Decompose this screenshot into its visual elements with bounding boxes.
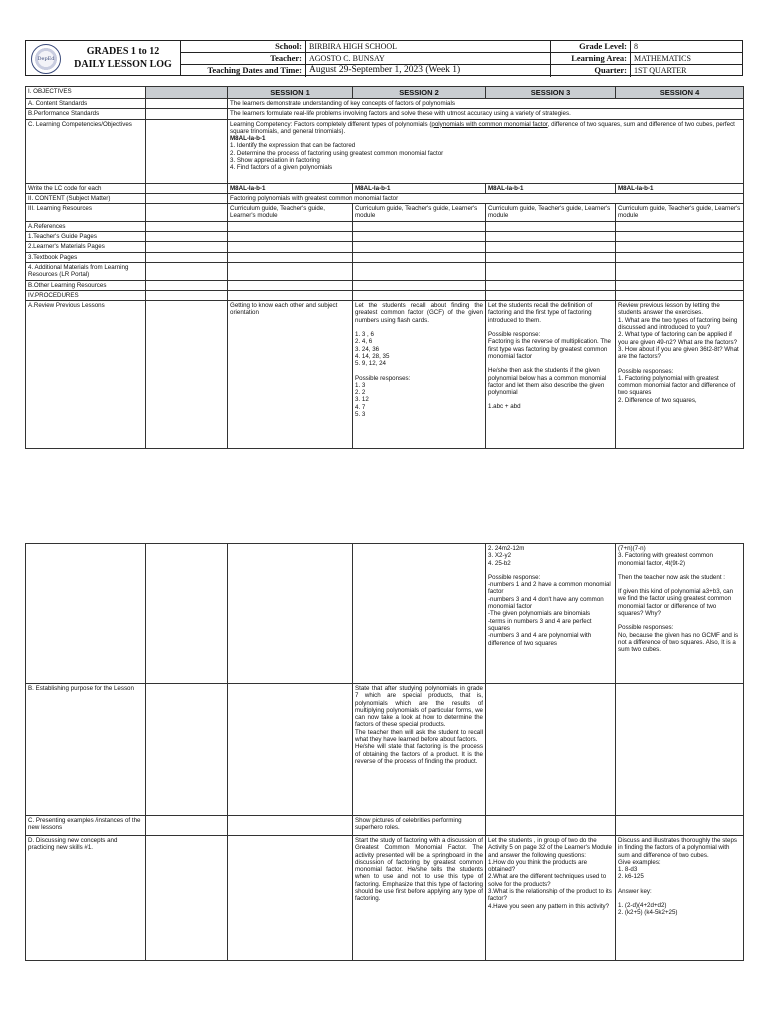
grade-level-value: 8: [631, 41, 742, 53]
lc-code-s3: M8AL-Ia-b-1: [486, 183, 616, 193]
grade-level-label: Grade Level:: [551, 41, 631, 53]
table-row: [26, 183, 744, 193]
session-header-row: [26, 87, 744, 99]
lesson-table-page-2: [25, 543, 744, 961]
content-standards-text: The learners demonstrate understanding of key concepts of factors of polynomials: [228, 99, 744, 109]
table-row: [26, 544, 744, 684]
session-4-header: SESSION 4: [616, 87, 744, 99]
content-value: Factoring polynomials with greatest common monomial factor: [228, 193, 744, 203]
objective-item: 4. Find factors of a given polynomials: [230, 164, 333, 172]
table-row: [26, 262, 744, 280]
review-label: A.Review Previous Lessons: [26, 301, 146, 449]
quarter-value: 1ST QUARTER: [634, 66, 687, 75]
session-3-header: SESSION 3: [486, 87, 616, 99]
table-row: [26, 280, 744, 290]
resources-s4: Curriculum guide, Teacher's guide, Learner's module: [616, 204, 744, 222]
lc-code-s2: M8AL-Ia-b-1: [353, 183, 486, 193]
table-row: [26, 301, 744, 449]
performance-standards-label: B.Performance Standards: [26, 109, 146, 119]
lc-code-label: Write the LC code for each: [26, 183, 146, 193]
objectives-label: I. OBJECTIVES: [26, 87, 146, 99]
resources-label: III. Learning Resources: [26, 204, 146, 222]
resources-s1: Curriculum guide, Teacher's guide, Learner's module: [228, 204, 353, 222]
discussing-s4: Discuss and illustrates thoroughly the steps in finding the factors of a polynomial with sum and difference of two cubes. Give examples: 1. 8-d3 2. k6-125 Answer key: 1. (2-d)(4+2d+d2) 2. (k2+5) (k4-5k2+25): [616, 836, 744, 961]
review-s4-continued: (7+n)(7-n) 3. Factoring with greatest common monomial factor, 4t(9t-2) Then the teacher now ask the student : If given this kind of polynomial a3+b3, can we find the factor using greatest common monomial factor or difference of two squares? Why? Possible responses: No, because the given has no GCMF and is not a difference of two squares. Also, It is a sum two cubes.: [616, 544, 744, 684]
learning-area-label: Learning Area:: [551, 53, 631, 65]
school-label: School:: [181, 41, 306, 53]
textbook-pages-label: 3.Textbook Pages: [26, 252, 146, 262]
table-row: [26, 109, 744, 119]
review-s3: Let the students recall the definition of factoring and the first type of factoring introduced to them. Possible response: Factoring is the reverse of multiplication. The first type was factoring by greatest common monomial factor He/she then ask the students if the given polynomial below has a common monomial factor and let them also describe the given polynomial 1.abc + abd: [486, 301, 616, 449]
table-row: [26, 221, 744, 231]
deped-seal-logo: [26, 41, 66, 77]
session-2-header: SESSION 2: [353, 87, 486, 99]
table-row: [26, 204, 744, 222]
table-row: [26, 836, 744, 961]
review-s3-continued: 2. 24m2-12m 3. X2-y2 4. 25-b2 Possible response: -numbers 1 and 2 have a common monomial factor -numbers 3 and 4 don't have any common monomial factor -The given polynomials are binomials -terms in numbers 3 and 4 are perfect squares -numbers 3 and 4 are polynomial with difference of two squares: [486, 544, 616, 684]
resources-s3: Curriculum guide, Teacher's guide, Learner's module: [486, 204, 616, 222]
quarter-label: Quarter:: [551, 65, 631, 77]
table-row: [26, 684, 744, 816]
school-value: BIRBIRA HIGH SCHOOL: [306, 41, 551, 53]
table-row: [26, 242, 744, 252]
competency-code: M8AL-Ia-b-1: [230, 135, 266, 143]
presenting-s2: Show pictures of celebrities performing superhero roles.: [353, 816, 486, 836]
resources-s2: Curriculum guide, Teacher's guide, Learner's module: [353, 204, 486, 222]
table-row: [26, 119, 744, 183]
table-row: [26, 193, 744, 203]
seal-icon: DepEd: [31, 44, 61, 74]
teacher-value: AGOSTO C. BUNSAY: [306, 53, 551, 65]
procedures-label: IV.PROCEDURES: [26, 290, 146, 300]
competencies-label: C. Learning Competencies/Objectives: [26, 119, 146, 183]
lm-pages-label: 2.Learner's Materials Pages: [26, 242, 146, 252]
content-standards-label: A. Content Standards: [26, 99, 146, 109]
presenting-label: C. Presenting examples /instances of the new lessons: [26, 816, 146, 836]
purpose-s2: State that after studying polynomials in grade 7 which are special products, that is, polynomials which are the results of multiplying polynomials of particular forms, we can now take a look at how to determine the factors of these special products. The teacher then will ask the student to recall what they have learned before about factors. He/she will state that factoring is the process of obtaining the factors of a product. It is the reverse of the process of finding the product.: [353, 684, 486, 816]
lesson-log-header: [25, 40, 743, 76]
dates-label: Teaching Dates and Time:: [181, 65, 306, 77]
review-s2: Let the students recall about finding the greatest common factor (GCF) of the given numbers using flash cards. 1. 3 , 6 2. 4, 6 3. 24, 36 4. 14, 28, 35 5. 9, 12, 24 Possible responses: 1. 3 2. 2 3. 12 4. 7 5. 3: [353, 301, 486, 449]
lc-code-s4: M8AL-Ia-b-1: [616, 183, 744, 193]
session-1-header: SESSION 1: [228, 87, 353, 99]
discussing-s2: Start the study of factoring with a discussion of Greatest Common Monomial Factor. The activity presented will be a springboard in the discussion of factoring by greatest common monomial factor. He/she tells the students when to use and not to use this type of factoring. Emphasize that this type of factoring should be use first before applying any type of factoring.: [353, 836, 486, 961]
performance-standards-text: The learners formulate real-life problems involving factors and solve these with utmost accuracy using a variety of strategies.: [228, 109, 744, 119]
other-resources-label: B.Other Learning Resources: [26, 280, 146, 290]
objective-item: 1. Identify the expression that can be factored: [230, 142, 356, 150]
table-row: [26, 816, 744, 836]
title-line-1: GRADES 1 to 12: [86, 46, 160, 57]
log-title: [66, 41, 181, 75]
objective-item: 3. Show appreciation in factoring: [230, 157, 320, 165]
additional-materials-label: 4. Additional Materials from Learning Resources (LR Portal): [26, 262, 146, 280]
title-line-2: DAILY LESSON LOG: [74, 59, 172, 70]
lc-code-s1: M8AL-Ia-b-1: [228, 183, 353, 193]
review-s1: Getting to know each other and subject orientation: [228, 301, 353, 449]
discussing-label: D. Discussing new concepts and practicing new skills #1.: [26, 836, 146, 961]
objective-item: 2. Determine the process of factoring using greatest common monomial factor: [230, 149, 444, 157]
lesson-table-page-1: [25, 86, 744, 449]
dates-value: August 29-September 1, 2023 (Week 1): [306, 65, 551, 77]
learning-area-value: MATHEMATICS: [631, 53, 742, 65]
table-row: [26, 252, 744, 262]
discussing-s3: Let the students , in group of two do the Activity 5 on page 32 of the Learner's Module and answer the following questions: 1.How do you think the products are obtained? 2.What are the different techniques used to solve for the products? 3.What is the relationship of the product to its factor? 4.Have you seen any pattern in this activity?: [486, 836, 616, 961]
references-label: A.References: [26, 221, 146, 231]
teacher-label: Teacher:: [181, 53, 306, 65]
table-row: [26, 232, 744, 242]
table-row: [26, 290, 744, 300]
purpose-label: B. Establishing purpose for the Lesson: [26, 684, 146, 816]
content-label: II. CONTENT (Subject Matter): [26, 193, 146, 203]
tg-pages-label: 1.Teacher's Guide Pages: [26, 232, 146, 242]
header-info-grid: [181, 41, 742, 75]
competencies-text: Learning Competency: Factors completely different types of polynomials (polynomials with common monomial factor, difference of two squares, sum and difference of two cubes, perfect square trinomials, and general trinomials). M8AL-Ia-b-1 1. Identify the expression that can be factored 2. Determine the process of factoring using greatest common monomial factor 3. Show appreciation in factoring 4. Find factors of a given polynomials: [228, 119, 744, 183]
table-row: [26, 99, 744, 109]
review-s4: Review previous lesson by letting the students answer the exercises. 1. What are the two types of factoring being discussed and introduced to you? 2. What type of factoring can be applied if you are given 49-n2? What are the factors? 3. How about if you are given 36t2-8t? What are the factors? Possible responses: 1. Factoring polynomial with greatest common monomial factor and difference of two squares 2. Difference of two squares,: [616, 301, 744, 449]
